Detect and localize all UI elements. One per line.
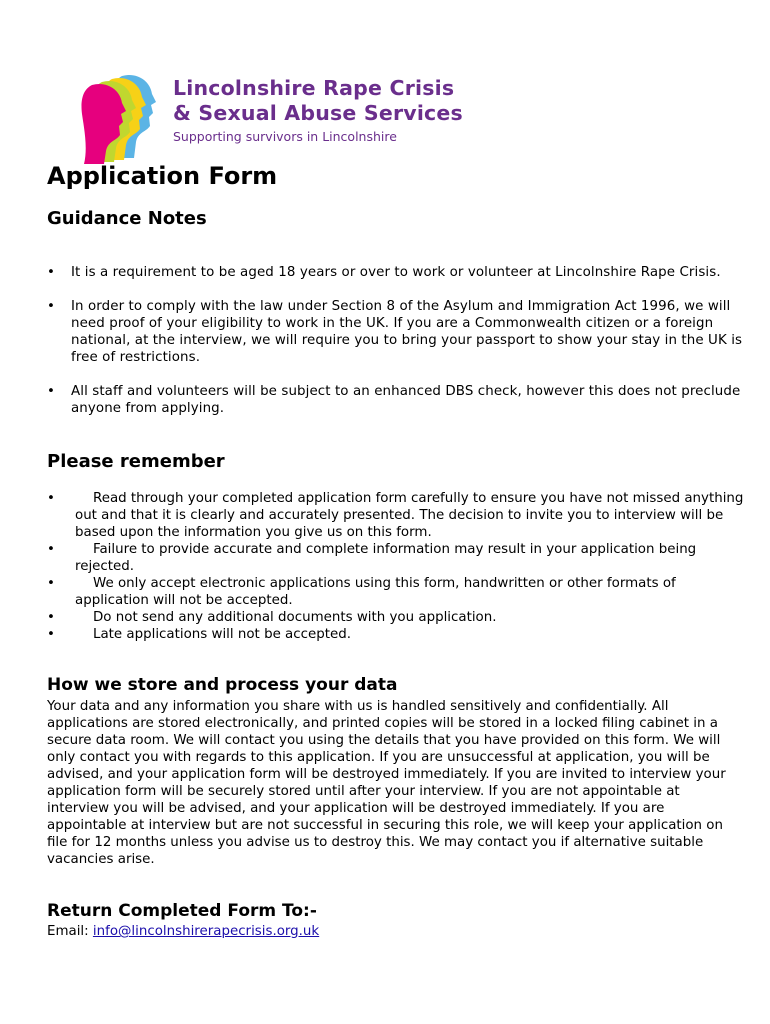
guidance-heading: Guidance Notes <box>47 208 207 229</box>
guidance-item-text: It is a requirement to be aged 18 years or over to work or volunteer at Lincolnshire Rape Crisis. <box>71 265 721 280</box>
remember-heading: Please remember <box>47 451 225 472</box>
guidance-item <box>47 264 747 281</box>
faces-logo-icon <box>78 72 168 164</box>
bullet-icon: • <box>47 384 55 399</box>
guidance-item <box>47 298 747 366</box>
bullet-icon: • <box>47 299 55 314</box>
remember-item <box>47 626 747 643</box>
remember-item <box>47 541 747 575</box>
email-label: Email: <box>47 924 93 939</box>
remember-item-text: Failure to provide accurate and complete information may result in your application being rejected. <box>75 542 697 574</box>
guidance-item-text: In order to comply with the law under Section 8 of the Asylum and Immigration Act 1996, we will need proof of your eligibility to work in the UK. If you are a Commonwealth citizen or a foreign national, at the interview, we will require you to bring your passport to show your stay in the UK is free of restrictions. <box>71 299 743 365</box>
remember-item <box>47 490 747 541</box>
remember-item <box>47 609 747 626</box>
remember-item-text: Late applications will not be accepted. <box>93 627 351 642</box>
remember-list <box>47 490 747 643</box>
bullet-icon: • <box>47 491 55 506</box>
return-heading: Return Completed Form To:- <box>47 901 317 921</box>
remember-item-text: We only accept electronic applications using this form, handwritten or other formats of application will not be accepted. <box>75 576 676 608</box>
organisation-tagline: Supporting survivors in Lincolnshire <box>173 129 397 144</box>
bullet-icon: • <box>47 576 55 591</box>
email-link[interactable]: info@lincolnshirerapecrisis.org.uk <box>92 924 320 939</box>
bullet-icon: • <box>47 265 55 280</box>
bullet-icon: • <box>47 627 55 642</box>
bullet-icon: • <box>47 610 55 625</box>
email-line <box>47 924 319 939</box>
guidance-item <box>47 383 747 417</box>
guidance-item-text: All staff and volunteers will be subject to an enhanced DBS check, however this does not preclude anyone from applying. <box>71 384 741 416</box>
organisation-logo <box>78 72 498 164</box>
bullet-icon: • <box>47 542 55 557</box>
data-paragraph: Your data and any information you share with us is handled sensitively and confidentially. All applications are stored electronically, and printed copies will be stored in a locked filing cabinet in a secure data room. We will contact you using the details that you have provided on this form. We will only contact you with regards to this application. If you are unsuccessful at application, you will be advised, and your application form will be destroyed immediately. If you are invited to interview your application form will be securely stored until after your interview. If you are not appointable at interview you will be advised, and your application will be destroyed immediately. If you are appointable at interview but are not successful in securing this role, we will keep your application on file for 12 months unless you advise us to destroy this. We may contact you if alternative suitable vacancies arise. <box>47 699 726 867</box>
guidance-list <box>47 264 747 434</box>
organisation-name-line2: & Sexual Abuse Services <box>173 101 463 125</box>
organisation-name-line1: Lincolnshire Rape Crisis <box>173 76 455 100</box>
remember-item <box>47 575 747 609</box>
data-heading: How we store and process your data <box>47 675 398 695</box>
remember-item-text: Do not send any additional documents with you application. <box>93 610 497 625</box>
remember-item-text: Read through your completed application form carefully to ensure you have not missed anything out and that it is clearly and accurately presented. The decision to invite you to interview will be based upon the information you give us on this form. <box>75 491 744 540</box>
page-title: Application Form <box>47 162 278 190</box>
